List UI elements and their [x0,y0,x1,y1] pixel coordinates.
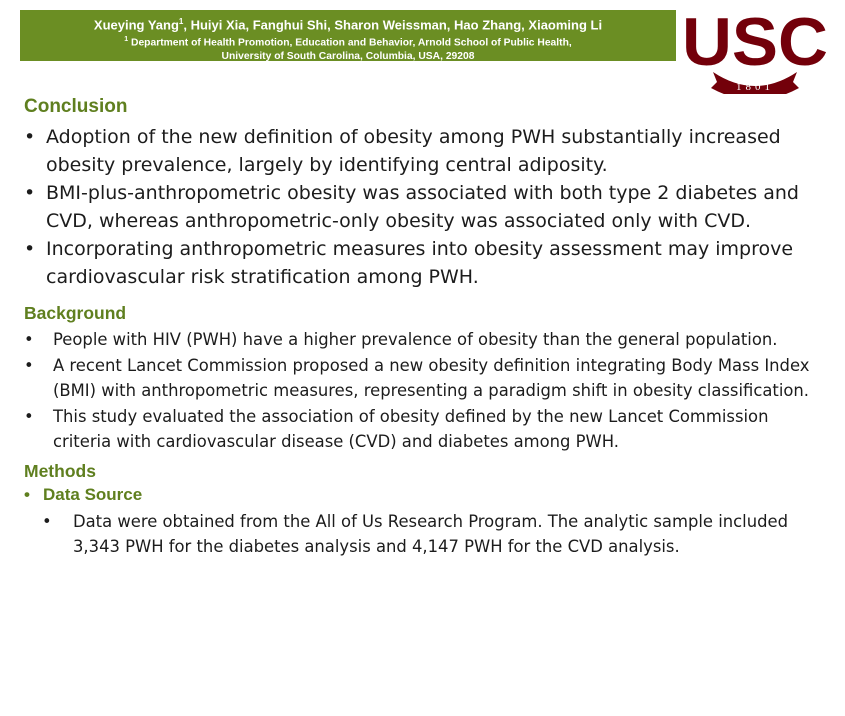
author-first: Xueying Yang [93,17,179,33]
affiliation-superscript: 1 [124,36,129,44]
data-source-item: • Data were obtained from the All of Us Research Program. The analytic sample included 3,343 PWH for the diabetes analysis and 4,147 PWH for the CVD analysis. [24,509,824,560]
background-heading: Background [24,303,127,323]
data-source-list [24,509,824,560]
conclusion-item: • Incorporating anthropometric measures into obesity assessment may improve cardiovascular risk stratification among PWH. [24,235,824,291]
data-source-heading: • Data Source [24,482,824,508]
logo-text: USC [682,8,828,80]
logo-year: 1801 [736,81,774,93]
affiliation-line-2: University of South Carolina, Columbia, USA, 29208 [221,50,475,62]
usc-logo [680,8,830,94]
affiliation [20,33,676,62]
background-item: • This study evaluated the association of obesity defined by the new Lancet Commission criteria with cardiovascular disease (CVD) and diabetes among PWH. [24,404,824,455]
author-rest: , Huiyi Xia, Fanghui Shi, Sharon Weissman, Hao Zhang, Xiaoming Li [183,17,603,33]
affiliation-line-1: Department of Health Promotion, Education and Behavior, Arnold School of Public Health, [128,37,572,49]
poster-content [24,96,824,560]
author-superscript: 1 [178,17,184,26]
conclusion-list [24,123,824,291]
conclusion-heading: Conclusion [24,96,128,117]
conclusion-item: • Adoption of the new definition of obesity among PWH substantially increased obesity prevalence, largely by identifying central adiposity. [24,123,824,179]
conclusion-item: • BMI-plus-anthropometric obesity was associated with both type 2 diabetes and CVD, whereas anthropometric-only obesity was associated only with CVD. [24,179,824,235]
background-item: • People with HIV (PWH) have a higher prevalence of obesity than the general population. [24,327,824,353]
author-list [20,14,676,33]
background-list [24,327,824,455]
background-item: • A recent Lancet Commission proposed a new obesity definition integrating Body Mass Index (BMI) with anthropometric measures, representing a paradigm shift in obesity classification. [24,353,824,404]
methods-heading: Methods [24,460,96,481]
header-banner [20,10,676,61]
